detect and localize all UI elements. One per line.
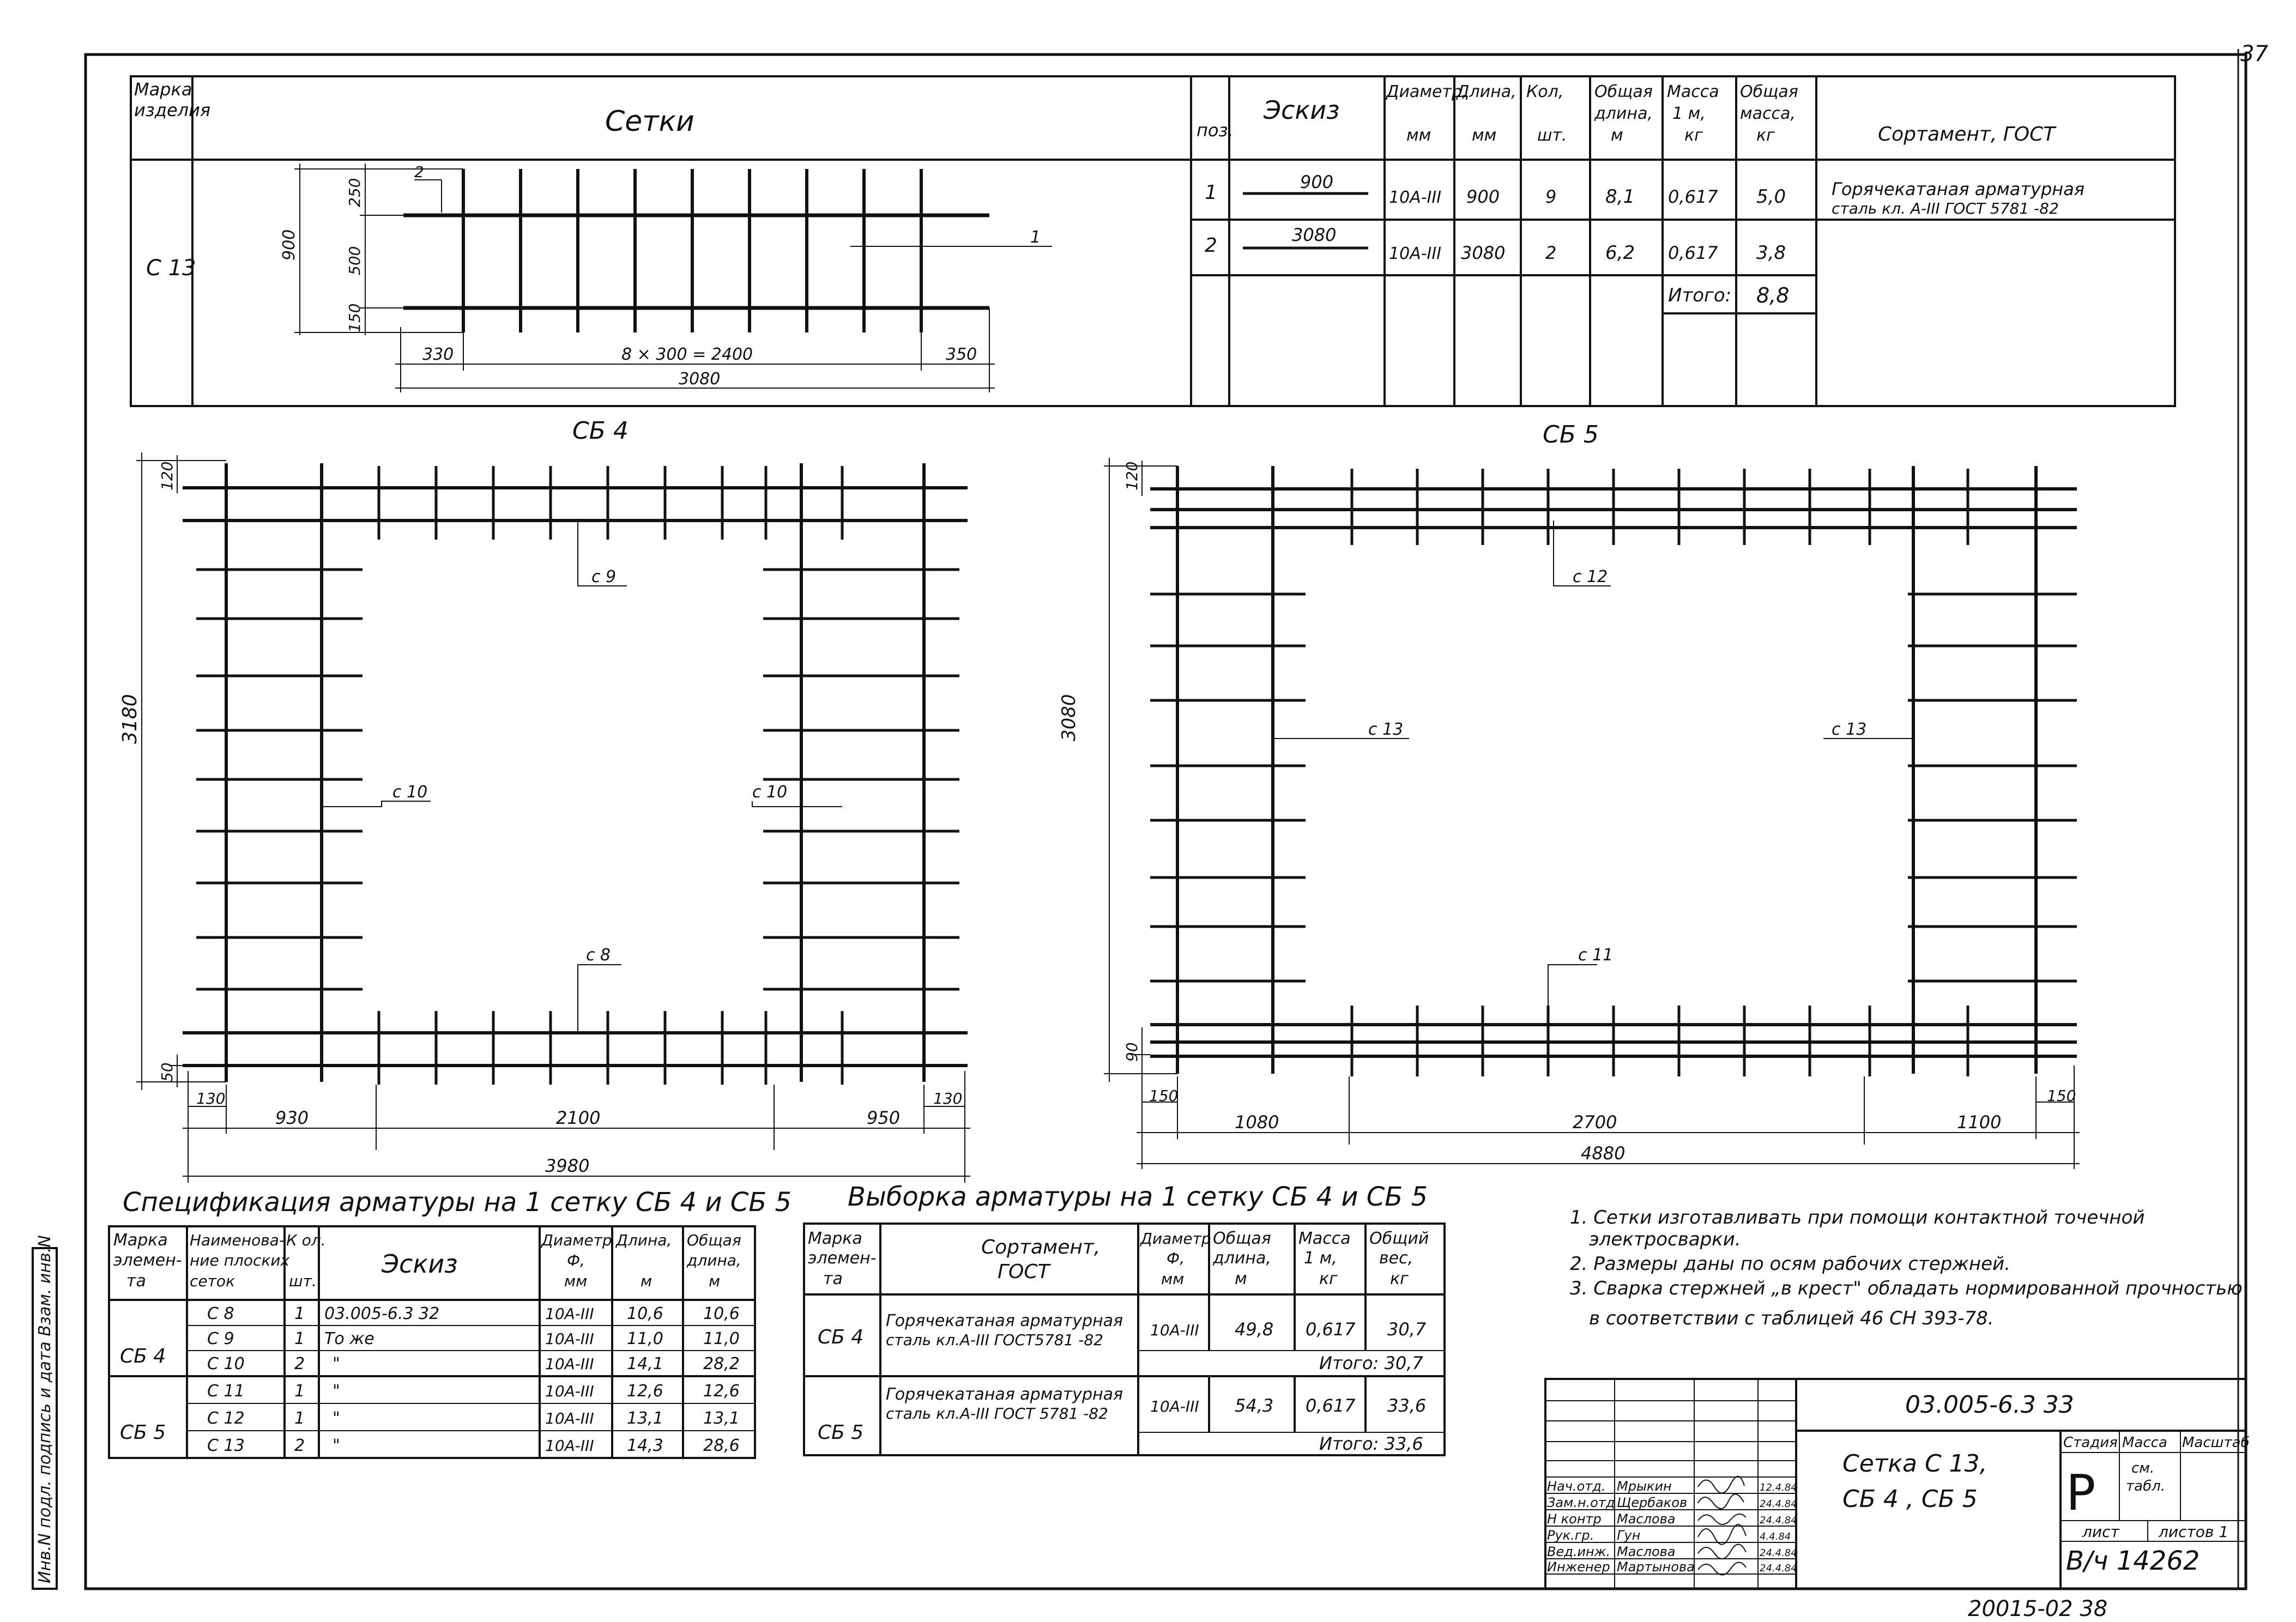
svg-text:1080: 1080 bbox=[1235, 1112, 1279, 1133]
svg-text:СБ 5: СБ 5 bbox=[818, 1421, 864, 1444]
svg-text:": " bbox=[333, 1436, 340, 1455]
svg-text:ГОСТ: ГОСТ bbox=[998, 1261, 1050, 1283]
svg-text:10А-III: 10А-III bbox=[545, 1409, 594, 1427]
svg-text:150: 150 bbox=[1149, 1087, 1179, 1105]
svg-text:2. Размеры даны по осям рабочи: 2. Размеры даны по осям рабочих стержней. bbox=[1570, 1253, 2010, 1275]
svg-text:сталь кл. А-III ГОСТ 5781 -82: сталь кл. А-III ГОСТ 5781 -82 bbox=[1832, 199, 2059, 217]
svg-text:Масса: Масса bbox=[1298, 1229, 1351, 1248]
svg-text:Горячекатаная арматурная: Горячекатаная арматурная bbox=[1832, 179, 2085, 199]
svg-text:длина,: длина, bbox=[687, 1251, 741, 1269]
svg-text:10А-III: 10А-III bbox=[1389, 244, 1442, 263]
svg-text:с 9: с 9 bbox=[591, 567, 617, 586]
svg-text:5,0: 5,0 bbox=[1756, 186, 1786, 208]
svg-text:С 12: С 12 bbox=[207, 1409, 245, 1428]
svg-text:Мрыкин: Мрыкин bbox=[1617, 1479, 1672, 1494]
svg-text:Маслова: Маслова bbox=[1617, 1544, 1676, 1559]
svg-text:Н контр: Н контр bbox=[1547, 1511, 1602, 1527]
svg-text:Эскиз: Эскиз bbox=[1264, 95, 1340, 125]
svg-text:Масштаб: Масштаб bbox=[2182, 1435, 2250, 1451]
svg-text:кг: кг bbox=[1684, 126, 1703, 145]
svg-text:2: 2 bbox=[414, 163, 424, 181]
svg-text:": " bbox=[333, 1354, 340, 1373]
svg-text:24.4.84: 24.4.84 bbox=[1760, 1563, 1797, 1574]
svg-text:элемен-: элемен- bbox=[113, 1251, 182, 1270]
svg-text:13,1: 13,1 bbox=[627, 1409, 663, 1428]
svg-text:14,3: 14,3 bbox=[627, 1436, 663, 1455]
svg-text:1: 1 bbox=[1030, 228, 1041, 247]
svg-text:м: м bbox=[709, 1272, 721, 1290]
svg-text:Инв.N подл. подпись и дата Вза: Инв.N подл. подпись и дата Взам. инв.N bbox=[35, 1235, 55, 1583]
svg-text:Горячекатаная арматурная: Горячекатаная арматурная bbox=[886, 1385, 1123, 1404]
svg-text:шт.: шт. bbox=[1537, 126, 1567, 145]
svg-text:То же: То же bbox=[324, 1329, 374, 1348]
svg-text:та: та bbox=[126, 1272, 146, 1291]
svg-text:Инженер: Инженер bbox=[1547, 1559, 1610, 1575]
svg-text:0,617: 0,617 bbox=[1306, 1319, 1356, 1340]
svg-text:мм: мм bbox=[1406, 126, 1431, 145]
mark-value: С 13 bbox=[146, 256, 196, 281]
page-number: 37 bbox=[2240, 41, 2268, 66]
svg-text:11,0: 11,0 bbox=[703, 1329, 740, 1348]
svg-text:1: 1 bbox=[294, 1329, 305, 1348]
svg-text:элемен-: элемен- bbox=[808, 1249, 877, 1268]
svg-text:900: 900 bbox=[1300, 172, 1334, 192]
svg-text:Общий: Общий bbox=[1369, 1229, 1429, 1248]
svg-text:Ф,: Ф, bbox=[567, 1251, 585, 1269]
cb4-title: СБ 4 bbox=[572, 417, 629, 445]
svg-text:см.: см. bbox=[2131, 1460, 2155, 1476]
svg-text:150: 150 bbox=[346, 303, 364, 332]
svg-text:50: 50 bbox=[158, 1062, 176, 1082]
svg-text:": " bbox=[333, 1409, 340, 1428]
svg-text:130: 130 bbox=[196, 1090, 226, 1107]
doc-code: 03.005-6.3 33 bbox=[1905, 1391, 2074, 1419]
side-stamp bbox=[33, 1235, 57, 1589]
svg-text:54,3: 54,3 bbox=[1235, 1395, 1274, 1416]
svg-text:28,2: 28,2 bbox=[703, 1354, 740, 1373]
svg-text:12,6: 12,6 bbox=[627, 1382, 663, 1401]
svg-text:Общая: Общая bbox=[1213, 1229, 1271, 1248]
svg-text:С 8: С 8 bbox=[207, 1304, 234, 1323]
svg-text:Р: Р bbox=[2066, 1464, 2096, 1522]
svg-text:Наименова-: Наименова- bbox=[190, 1231, 285, 1249]
svg-text:мм: мм bbox=[1472, 126, 1497, 145]
svg-text:Общая: Общая bbox=[687, 1231, 741, 1249]
svg-text:кг: кг bbox=[1319, 1269, 1338, 1288]
svg-text:кг: кг bbox=[1756, 126, 1775, 145]
title-block-text bbox=[1547, 1391, 2250, 1576]
svg-text:изделия: изделия bbox=[134, 100, 211, 120]
svg-text:930: 930 bbox=[275, 1107, 309, 1128]
svg-text:2: 2 bbox=[294, 1354, 305, 1373]
svg-text:Итого: 33,6: Итого: 33,6 bbox=[1319, 1433, 1423, 1454]
cb5-title: СБ 5 bbox=[1543, 421, 1599, 449]
svg-text:12.4.84: 12.4.84 bbox=[1760, 1482, 1797, 1493]
svg-text:табл.: табл. bbox=[2126, 1478, 2165, 1494]
svg-text:0,617: 0,617 bbox=[1668, 243, 1718, 263]
svg-text:3080: 3080 bbox=[1292, 225, 1337, 245]
svg-text:330: 330 bbox=[422, 345, 454, 364]
svg-text:с 8: с 8 bbox=[586, 946, 611, 965]
svg-text:Диаметр,: Диаметр, bbox=[1386, 82, 1467, 101]
spec-title: Спецификация арматуры на 1 сетку СБ 4 и СБ 5 bbox=[123, 1187, 792, 1218]
svg-text:в соответствии с таблицей 46 С: в соответствии с таблицей 46 СН 393-78. bbox=[1589, 1308, 1994, 1329]
svg-text:10,6: 10,6 bbox=[627, 1304, 663, 1323]
svg-text:900: 900 bbox=[1466, 186, 1500, 207]
svg-text:6,2: 6,2 bbox=[1605, 242, 1635, 264]
svg-text:К ол.: К ол. bbox=[286, 1231, 326, 1249]
svg-text:10,6: 10,6 bbox=[703, 1304, 740, 1323]
svg-text:12,6: 12,6 bbox=[703, 1382, 740, 1401]
svg-text:1: 1 bbox=[294, 1409, 305, 1428]
cb4-mesh bbox=[136, 452, 970, 1183]
svg-text:28,6: 28,6 bbox=[703, 1436, 740, 1455]
svg-text:Маслова: Маслова bbox=[1617, 1511, 1676, 1527]
svg-text:1: 1 bbox=[1205, 181, 1217, 204]
svg-text:СБ 4 , СБ 5: СБ 4 , СБ 5 bbox=[1842, 1485, 1978, 1513]
svg-text:СБ 5: СБ 5 bbox=[120, 1421, 166, 1444]
svg-text:поз.: поз. bbox=[1197, 120, 1234, 141]
svg-text:Гун: Гун bbox=[1617, 1528, 1641, 1543]
svg-text:С 13: С 13 bbox=[207, 1436, 245, 1455]
svg-text:листов 1: листов 1 bbox=[2159, 1523, 2229, 1541]
svg-text:Горячекатаная арматурная: Горячекатаная арматурная bbox=[886, 1311, 1123, 1330]
svg-text:1 м,: 1 м, bbox=[1672, 104, 1706, 123]
svg-text:с 10: с 10 bbox=[392, 783, 428, 802]
svg-text:Длина,: Длина, bbox=[616, 1231, 672, 1249]
svg-text:мм: мм bbox=[1161, 1270, 1185, 1288]
svg-text:1: 1 bbox=[294, 1382, 305, 1401]
svg-text:10А-III: 10А-III bbox=[545, 1382, 594, 1400]
svg-text:350: 350 bbox=[946, 345, 977, 364]
svg-text:90: 90 bbox=[1123, 1042, 1141, 1062]
svg-text:150: 150 bbox=[2047, 1087, 2076, 1105]
svg-text:электросварки.: электросварки. bbox=[1589, 1228, 1741, 1250]
svg-text:24.4.84: 24.4.84 bbox=[1760, 1515, 1797, 1526]
svg-text:49,8: 49,8 bbox=[1235, 1319, 1274, 1340]
svg-text:250: 250 bbox=[346, 178, 364, 207]
svg-text:10А-III: 10А-III bbox=[545, 1437, 594, 1455]
svg-text:шт.: шт. bbox=[289, 1272, 317, 1290]
svg-text:м: м bbox=[1611, 126, 1623, 145]
svg-text:10А-III: 10А-III bbox=[1150, 1397, 1199, 1415]
svg-text:Итого: 30,7: Итого: 30,7 bbox=[1319, 1353, 1423, 1373]
svg-text:2700: 2700 bbox=[1573, 1112, 1617, 1133]
svg-text:11,0: 11,0 bbox=[627, 1329, 663, 1348]
svg-text:та: та bbox=[823, 1269, 843, 1288]
svg-text:лист: лист bbox=[2082, 1523, 2119, 1541]
svg-text:сталь кл.А-III ГОСТ5781 -82: сталь кл.А-III ГОСТ5781 -82 bbox=[886, 1331, 1103, 1349]
svg-text:1: 1 bbox=[294, 1304, 305, 1323]
svg-text:СБ 4: СБ 4 bbox=[120, 1345, 166, 1367]
svg-text:СБ 4: СБ 4 bbox=[818, 1326, 864, 1348]
svg-text:С 10: С 10 bbox=[207, 1354, 245, 1373]
bottom-code: 20015-02 38 bbox=[1968, 1596, 2108, 1621]
svg-text:сталь кл.А-III ГОСТ 5781 -82: сталь кл.А-III ГОСТ 5781 -82 bbox=[886, 1405, 1108, 1423]
svg-text:Итого:: Итого: bbox=[1668, 285, 1732, 306]
svg-text:1. Сетки изготавливать при пом: 1. Сетки изготавливать при помощи контактной точечной bbox=[1570, 1207, 2145, 1228]
spec-table-text bbox=[113, 1231, 741, 1455]
svg-text:Кол,: Кол, bbox=[1526, 82, 1564, 101]
svg-text:Марка: Марка bbox=[808, 1229, 862, 1248]
svg-text:Мартынова: Мартынова bbox=[1617, 1559, 1695, 1575]
c13-sketch-labels bbox=[280, 163, 1041, 389]
svg-text:длина,: длина, bbox=[1594, 104, 1653, 123]
svg-text:Нач.отд.: Нач.отд. bbox=[1547, 1479, 1606, 1494]
svg-text:Стадия: Стадия bbox=[2063, 1435, 2118, 1451]
svg-text:10А-III: 10А-III bbox=[1389, 188, 1442, 207]
svg-text:Диаметр: Диаметр bbox=[541, 1231, 612, 1249]
svg-text:Марка: Марка bbox=[134, 79, 192, 100]
svg-text:вес,: вес, bbox=[1379, 1249, 1413, 1268]
svg-text:9: 9 bbox=[1545, 186, 1557, 207]
svg-text:Общая: Общая bbox=[1740, 82, 1798, 101]
svg-text:0,617: 0,617 bbox=[1668, 186, 1718, 207]
svg-text:Рук.гр.: Рук.гр. bbox=[1547, 1528, 1594, 1543]
svg-text:3980: 3980 bbox=[545, 1155, 590, 1176]
svg-text:2: 2 bbox=[294, 1436, 305, 1455]
svg-text:Марка: Марка bbox=[113, 1231, 168, 1250]
svg-text:масса,: масса, bbox=[1740, 104, 1796, 123]
svg-text:10А-III: 10А-III bbox=[545, 1355, 594, 1373]
svg-text:03.005-6.3 32: 03.005-6.3 32 bbox=[324, 1304, 440, 1323]
svg-text:ние плоских: ние плоских bbox=[190, 1251, 290, 1269]
svg-text:Общая: Общая bbox=[1594, 82, 1653, 101]
svg-text:Эскиз: Эскиз bbox=[382, 1249, 458, 1279]
svg-text:3080: 3080 bbox=[679, 370, 721, 389]
svg-text:мм: мм bbox=[564, 1272, 588, 1290]
svg-text:с 10: с 10 bbox=[752, 783, 788, 802]
svg-text:2: 2 bbox=[1205, 234, 1217, 257]
svg-text:Сортамент, ГОСТ: Сортамент, ГОСТ bbox=[1878, 123, 2056, 146]
svg-text:900: 900 bbox=[280, 229, 299, 261]
svg-text:Масса: Масса bbox=[2122, 1435, 2167, 1451]
selection-table-text bbox=[808, 1229, 1429, 1454]
svg-text:Вед.инж.: Вед.инж. bbox=[1547, 1544, 1610, 1559]
top-table-text bbox=[134, 79, 2084, 307]
svg-text:м: м bbox=[1235, 1269, 1247, 1288]
svg-text:10А-III: 10А-III bbox=[1150, 1321, 1199, 1339]
svg-text:2100: 2100 bbox=[556, 1107, 601, 1128]
svg-text:Зам.н.отд: Зам.н.отд bbox=[1547, 1495, 1615, 1510]
cb5-mesh bbox=[1104, 458, 2080, 1169]
svg-text:Ф,: Ф, bbox=[1167, 1249, 1185, 1267]
top-table-title: Сетки bbox=[605, 105, 694, 138]
svg-text:3080: 3080 bbox=[1461, 243, 1506, 263]
svg-text:2: 2 bbox=[1545, 243, 1557, 263]
svg-text:с 13: с 13 bbox=[1832, 720, 1867, 739]
svg-text:кг: кг bbox=[1390, 1269, 1409, 1288]
svg-text:4.4.84: 4.4.84 bbox=[1760, 1531, 1791, 1542]
svg-text:1100: 1100 bbox=[1957, 1112, 2002, 1133]
svg-text:0,617: 0,617 bbox=[1306, 1395, 1356, 1416]
svg-text:10А-III: 10А-III bbox=[545, 1330, 594, 1348]
svg-text:Щербаков: Щербаков bbox=[1617, 1495, 1688, 1510]
svg-text:30,7: 30,7 bbox=[1387, 1319, 1427, 1340]
svg-text:длина,: длина, bbox=[1213, 1249, 1271, 1268]
svg-text:8,1: 8,1 bbox=[1605, 186, 1635, 208]
selection-title: Выборка арматуры на 1 сетку СБ 4 и СБ 5 bbox=[848, 1182, 1428, 1212]
svg-text:3. Сварка стержней „в крест" о: 3. Сварка стержней „в крест" обладать нормированной прочностью bbox=[1570, 1278, 2243, 1299]
svg-text:с 11: с 11 bbox=[1578, 946, 1614, 965]
svg-text:13,1: 13,1 bbox=[703, 1409, 740, 1428]
svg-text:950: 950 bbox=[867, 1107, 901, 1128]
svg-text:120: 120 bbox=[158, 461, 176, 491]
svg-text:24.4.84: 24.4.84 bbox=[1760, 1498, 1797, 1510]
svg-text:10А-III: 10А-III bbox=[545, 1305, 594, 1323]
svg-text:Масса: Масса bbox=[1667, 82, 1719, 101]
svg-text:Диаметр: Диаметр bbox=[1140, 1230, 1211, 1248]
svg-text:м: м bbox=[641, 1272, 652, 1290]
svg-text:Сортамент,: Сортамент, bbox=[981, 1236, 1101, 1258]
svg-text:1 м,: 1 м, bbox=[1304, 1249, 1337, 1268]
svg-text:3080: 3080 bbox=[1058, 694, 1080, 741]
drawing-name: Сетка С 13, bbox=[1842, 1450, 1987, 1478]
svg-text:С 9: С 9 bbox=[207, 1329, 234, 1348]
svg-text:С 11: С 11 bbox=[207, 1382, 245, 1401]
svg-text:сеток: сеток bbox=[190, 1272, 235, 1290]
svg-text:3180: 3180 bbox=[119, 694, 141, 744]
svg-text:8,8: 8,8 bbox=[1756, 283, 1790, 307]
svg-text:14,1: 14,1 bbox=[627, 1354, 663, 1373]
cb5-labels bbox=[1058, 462, 2076, 1164]
svg-text:24.4.84: 24.4.84 bbox=[1760, 1547, 1797, 1559]
svg-text:33,6: 33,6 bbox=[1387, 1395, 1427, 1416]
inv-number: В/ч 14262 bbox=[2066, 1546, 2200, 1576]
svg-text:": " bbox=[333, 1382, 340, 1401]
svg-text:8 × 300 = 2400: 8 × 300 = 2400 bbox=[621, 345, 753, 364]
svg-text:130: 130 bbox=[933, 1090, 963, 1107]
svg-text:с 12: с 12 bbox=[1573, 567, 1608, 586]
svg-text:500: 500 bbox=[346, 246, 364, 275]
svg-text:120: 120 bbox=[1123, 461, 1141, 491]
svg-text:Длина,: Длина, bbox=[1457, 82, 1516, 101]
notes bbox=[1570, 1207, 2243, 1329]
svg-text:с 13: с 13 bbox=[1368, 720, 1404, 739]
svg-text:4880: 4880 bbox=[1581, 1143, 1626, 1164]
svg-text:3,8: 3,8 bbox=[1756, 242, 1786, 264]
